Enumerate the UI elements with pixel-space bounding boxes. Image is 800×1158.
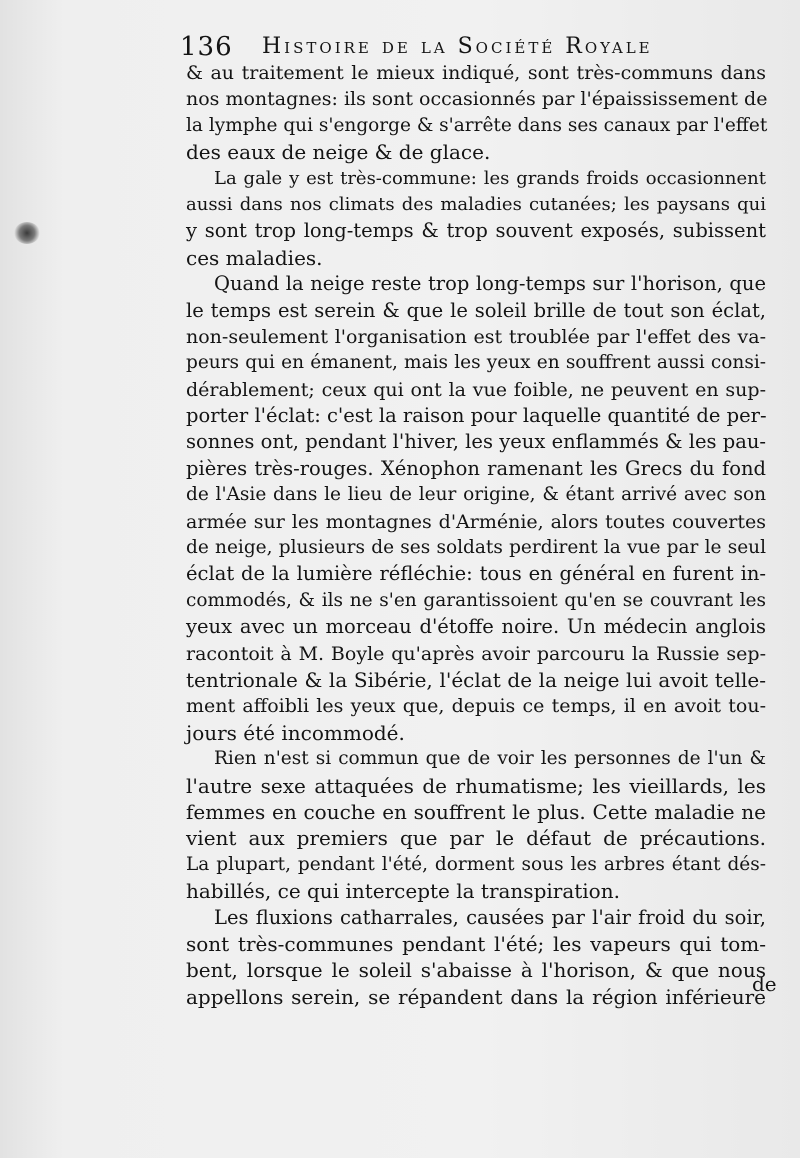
text-line: éclat de la lumière réfléchie: tous en général en furent in- (186, 562, 766, 586)
paragraph-start-line: La gale y est très-commune: les grands froids occasionnent (214, 167, 766, 189)
text-line: appellons serein, se répandent dans la région inférieure (186, 984, 766, 1009)
text-line: peurs qui en émanent, mais les yeux en souffrent aussi consi- (186, 352, 766, 374)
text-line: sonnes ont, pendant l'hiver, les yeux enflammés & les pau- (186, 430, 766, 454)
paragraph-start-line: Quand la neige reste trop long-temps sur l'horison, que (214, 272, 766, 296)
running-title: Histoire de la Société Royale (262, 34, 653, 59)
text-line: commodés, & ils ne s'en garantissoient qu'en se couvrant les (186, 589, 766, 611)
text-line: & au traitement le mieux indiqué, sont très-communs dans (186, 62, 766, 84)
text-line: ment affoibli les yeux que, depuis ce temps, il en avoit tou- (186, 695, 766, 718)
text-line: la lymphe qui s'engorge & s'arrête dans ses canaux par l'effet (186, 114, 768, 136)
text-line: bent, lorsque le soleil s'abaisse à l'horison, & que nous (186, 958, 766, 983)
text-line: porter l'éclat: c'est la raison pour laquelle quantité de per- (186, 404, 767, 428)
text-line: de neige, plusieurs de ses soldats perdirent la vue par le seul (186, 537, 766, 559)
paragraph-start-line: Rien n'est si commun que de voir les personnes de l'un & (214, 748, 766, 770)
text-line: jours été incommodé. (186, 720, 405, 745)
text-line: dérablement; ceux qui ont la vue foible, ne peuvent en sup- (186, 378, 766, 401)
text-line: sont très-communes pendant l'été; les vapeurs qui tom- (186, 931, 766, 956)
text-line: non-seulement l'organisation est troublée par l'effet des va- (186, 325, 766, 348)
paragraph-start-line: Les fluxions catharrales, causées par l'air froid du soir, (214, 905, 766, 929)
text-line: tentrionale & la Sibérie, l'éclat de la neige lui avoit telle- (186, 667, 766, 692)
text-line: yeux avec un morceau d'étoffe noire. Un médecin anglois (186, 615, 766, 639)
text-line: de l'Asie dans le lieu de leur origine, & étant arrivé avec son (186, 484, 766, 506)
text-line: pières très-rouges. Xénophon ramenant les Grecs du fond (186, 456, 766, 480)
catchword: de (752, 972, 777, 996)
page-number: 136 (180, 32, 233, 62)
text-line: vient aux premiers que par le défaut de précautions. (186, 826, 766, 851)
text-line: l'autre sexe attaquées de rhumatisme; les vieillards, les (186, 773, 766, 798)
text-line: armée sur les montagnes d'Arménie, alors toutes couvertes (186, 510, 766, 533)
text-line: racontoit à M. Boyle qu'après avoir parcouru la Russie sep- (186, 642, 766, 665)
text-line: femmes en couche en souffrent le plus. Cette maladie ne (186, 799, 766, 824)
text-line: le temps est serein & que le soleil brille de tout son éclat, (186, 298, 766, 322)
text-line: ces maladies. (186, 245, 323, 270)
text-line: des eaux de neige & de glace. (186, 140, 491, 165)
text-line: nos montagnes: ils sont occasionnés par l'épaississement de (186, 88, 768, 111)
text-line: aussi dans nos climats des maladies cutanées; les paysans qui (186, 193, 766, 215)
text-line: y sont trop long-temps & trop souvent exposés, subissent (186, 219, 766, 243)
body-text (186, 60, 766, 1010)
text-line: La plupart, pendant l'été, dorment sous les arbres étant dés- (186, 853, 766, 875)
ink-blot (14, 222, 40, 244)
text-line: habillés, ce qui intercepte la transpiration. (186, 879, 620, 904)
